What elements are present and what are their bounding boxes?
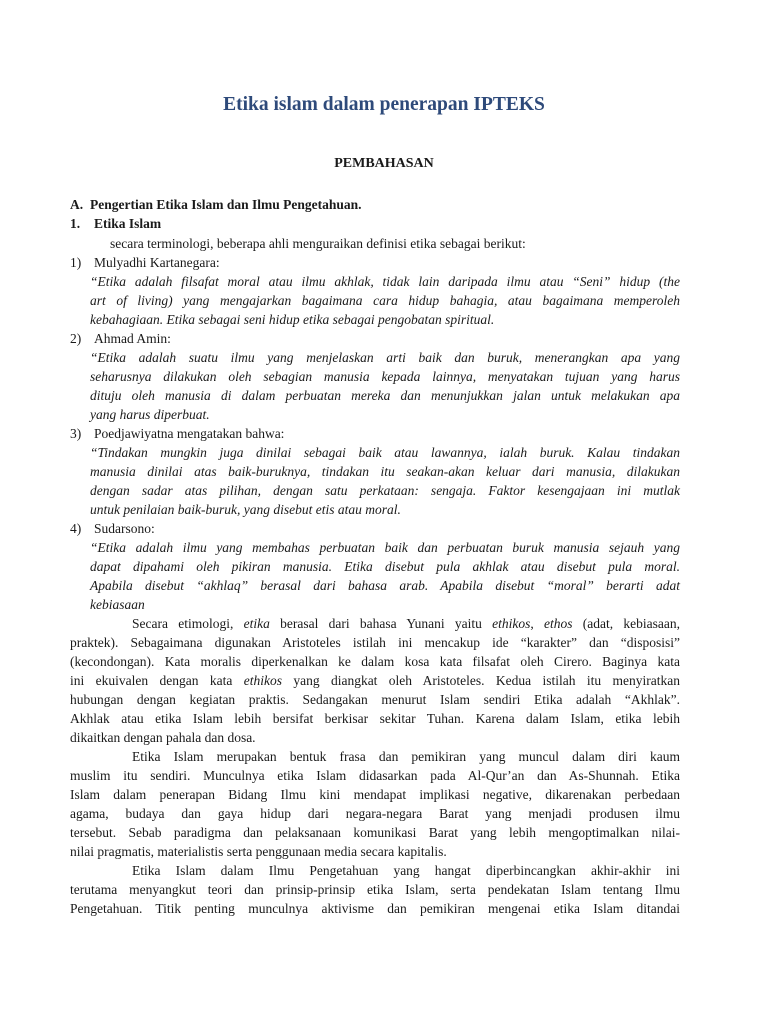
item-2-quote-line: yang harus diperbuat.: [90, 407, 210, 422]
document-title: Etika islam dalam penerapan IPTEKS: [223, 94, 545, 115]
para-1-line: Secara etimologi, etika berasal dari bahasa Yunani yaitu ethikos, ethos (adat, kebiasaan,: [132, 616, 681, 631]
para-3-line: terutama menyangkut teori dan prinsip-prinsip etika Islam, serta pendekatan Islam tentang Ilmu: [70, 882, 680, 897]
para-2-line: tersebut. Sebab paradigma dan pelaksanaan komunikasi Barat yang lebih mengoptimalkan nilai-: [70, 825, 680, 840]
item-4-quote-line: Apabila disebut “akhlaq” berasal dari bahasa arab. Apabila disebut “moral” berarti adat: [90, 578, 680, 593]
para-2-line: Islam dalam penerapan Bidang Ilmu kini mendapat implikasi negative, dikarenakan perbedaan: [70, 787, 680, 802]
para-3-line: Pengetahuan. Titik penting munculnya aktivisme dan pemikiran mengenai etika Islam ditandai: [70, 901, 680, 916]
item-4-quote-line: kebiasaan: [90, 597, 145, 612]
item-3-number: 3): [70, 426, 82, 441]
heading-1-number: 1.: [70, 216, 81, 231]
item-4-quote-line: dapat dipahami oleh pikiran manusia. Etika disebut pula akhlak atau disebut pula moral.: [90, 559, 680, 574]
item-1-number: 1): [70, 255, 82, 270]
item-3-quote-line: “Tindakan mungkin juga dinilai sebagai baik atau lawannya, ialah buruk. Kalau tindakan: [90, 445, 680, 460]
item-2-name: Ahmad Amin:: [94, 331, 171, 346]
para-1-line: (kecondongan). Kata moralis diperkenalkan ke dalam kosa kata filsafat oleh Cirero. Baginya kata: [70, 654, 680, 669]
item-1-name: Mulyadhi Kartanegara:: [94, 255, 220, 270]
item-3-name: Poedjawiyatna mengatakan bahwa:: [94, 426, 285, 441]
item-4-number: 4): [70, 521, 82, 536]
item-4-name: Sudarsono:: [94, 521, 155, 536]
item-3-quote-line: untuk penilaian baik-buruk, yang disebut etis atau moral.: [90, 502, 401, 517]
para-2-line: agama, budaya dan gaya hidup dari negara-negara Barat yang menjadi produsen ilmu: [70, 806, 680, 821]
para-1-line: hubungan dengan kegiatan praktis. Sedangakan menurut Islam sendiri Etika adalah “Akhlak”.: [70, 692, 680, 707]
para-3-line: Etika Islam dalam Ilmu Pengetahuan yang hangat diperbincangkan akhir-akhir ini: [132, 863, 680, 878]
item-1-quote-line: art of living) yang mengajarkan bagaimana cara hidup bahagia, atau bagaimana memperoleh: [90, 293, 680, 308]
para-2-line: Etika Islam merupakan bentuk frasa dan pemikiran yang muncul dalam diri kaum: [132, 749, 680, 764]
section-heading: PEMBAHASAN: [334, 156, 434, 171]
para-2-line: nilai pragmatis, materialistis serta penggunaan media secara kapitalis.: [70, 844, 447, 859]
item-1-quote-line: kebahagiaan. Etika sebagai seni hidup etika sebagai pengobatan spiritual.: [90, 312, 495, 327]
item-2-number: 2): [70, 331, 82, 346]
item-1-quote-line: “Etika adalah filsafat moral atau ilmu akhlak, tidak lain daripada ilmu atau “Seni” hidup (the: [90, 274, 680, 289]
item-3-quote-line: manusia dinilai atas baik-buruknya, tindakan itu seakan-akan keluar dari manusia, dilakukan: [90, 464, 680, 479]
para-1-line: ini ekuivalen dengan kata ethikos yang diangkat oleh Aristoteles. Kedua istilah itu menyiratkan: [70, 673, 680, 688]
para-2-line: muslim itu sendiri. Munculnya etika Islam didasarkan pada Al-Qur’an dan As-Shunnah. Etika: [70, 768, 680, 783]
item-4-quote-line: “Etika adalah ilmu yang membahas perbuatan baik dan perbuatan buruk manusia sejauh yang: [90, 540, 680, 555]
item-2-quote-line: dituju oleh manusia di dalam perbuatan mereka dan menunjukkan jalan untuk melakukan apa: [90, 388, 680, 403]
heading-a-number: A.: [70, 197, 84, 212]
item-3-quote-line: dengan sadar atas pilihan, dengan satu perkataan: sengaja. Faktor kesengajaan ini mutlak: [90, 483, 680, 498]
heading-1-text: Etika Islam: [94, 216, 162, 231]
para-1-line: praktek). Sebagaimana digunakan Aristoteles istilah ini mencakup ide “karakter” dan “disposisi”: [70, 635, 680, 650]
item-2-quote-line: “Etika adalah suatu ilmu yang menjelaskan arti baik dan buruk, menerangkan apa yang: [90, 350, 680, 365]
item-2-quote-line: seharusnya dilakukan oleh sebagian manusia kepada lainnya, menyatakan tujuan yang harus: [90, 369, 680, 384]
heading-a-text: Pengertian Etika Islam dan Ilmu Pengetahuan.: [90, 197, 362, 212]
para-1-line: dikaitkan dengan pahala dan dosa.: [70, 730, 256, 745]
para-1-line: Akhlak atau etika Islam lebih bersifat berkisar sekitar Tuhan. Karena dalam Islam, etika lebih: [70, 711, 680, 726]
intro-text: secara terminologi, beberapa ahli menguraikan definisi etika sebagai berikut:: [110, 236, 526, 251]
